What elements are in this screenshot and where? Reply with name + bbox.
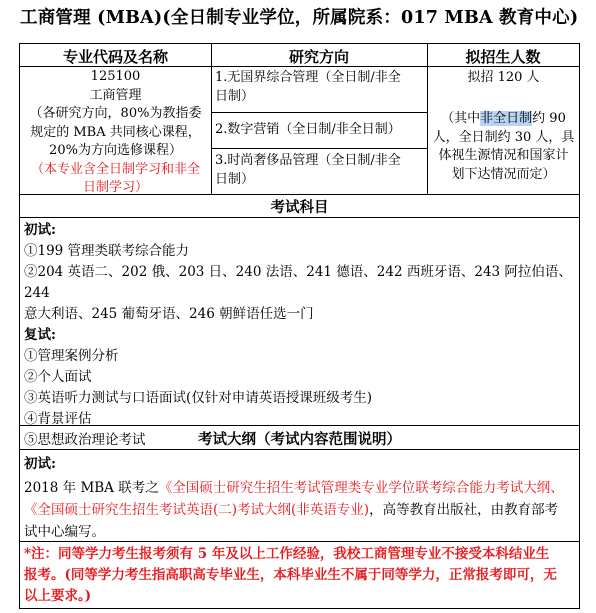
exam-subjects-heading: 考试科目 bbox=[270, 200, 329, 216]
syllabus-text: 2018 年 MBA 联考之 bbox=[24, 480, 159, 496]
direction-line: 2.数字营销（全日制/非全日制） bbox=[215, 122, 401, 137]
header-major: 专业代码及名称 bbox=[62, 48, 168, 66]
header-direction: 研究方向 bbox=[288, 48, 349, 66]
note-line: 以上要求。) bbox=[24, 588, 92, 604]
page-title: 工商管理 (MBA)(全日制专业学位，所属院系：017 MBA 教育中心) bbox=[20, 8, 579, 28]
direction-item bbox=[215, 121, 425, 140]
major-note-line: 20%为方向选修课程） bbox=[49, 143, 182, 158]
major-red-note-line: （本专业含全日制学习和非全 bbox=[30, 161, 200, 177]
enrollment-main: 拟招 120 人 bbox=[467, 70, 540, 85]
direction-item bbox=[215, 69, 425, 106]
retest-item: ③英语听力测试与口语面试(仅针对申请英语授课班级考生) bbox=[24, 390, 373, 406]
syllabus-line: 试中心编写。 bbox=[24, 524, 105, 540]
enrollment-highlight: 非全日制 bbox=[480, 111, 533, 126]
syllabus-heading: 考试大纲（考试内容范围说明） bbox=[198, 432, 401, 448]
retest-label: 复试: bbox=[24, 327, 56, 343]
direction-line: 日制） bbox=[215, 171, 255, 187]
syllabus-text: ，高等教育出版社，由教育部考 bbox=[369, 502, 559, 518]
syllabus-body bbox=[24, 453, 576, 543]
syllabus-prelim-label: 初试: bbox=[24, 456, 56, 472]
retest-item: ④背景评估 bbox=[24, 411, 92, 427]
note-line: 报考。(同等学力考生指高职高专毕业生，本科毕业生不属于同等学力，正常报考即可，无 bbox=[24, 567, 557, 583]
prelim-item: ②204 英语二、202 俄、203 日、240 法语、241 德语、242 西班牙语、243 阿拉伯语、244 bbox=[24, 264, 572, 301]
prelim-item: ①199 管理类联考综合能力 bbox=[24, 243, 190, 259]
table-divider bbox=[211, 112, 427, 113]
exam-subjects-body bbox=[24, 220, 576, 451]
direction-line: 日制） bbox=[215, 88, 255, 104]
header-enrollment: 拟招生人数 bbox=[465, 48, 541, 66]
direction-line: 3.时尚奢侈品管理（全日制/非全 bbox=[215, 153, 401, 168]
major-red-note-line: 日制学习） bbox=[82, 180, 148, 195]
direction-item bbox=[215, 152, 425, 189]
requirements-note bbox=[24, 544, 576, 607]
table-divider bbox=[20, 217, 579, 218]
enrollment-suffix: 约 90 bbox=[532, 111, 566, 126]
syllabus-line bbox=[24, 499, 576, 521]
major-note-line: （各研究方向，80%为教指委 bbox=[29, 106, 202, 121]
syllabus-red-text: 《全国硕士研究生招生考试管理类专业学位联考综合能力考试大纲、 bbox=[158, 480, 564, 496]
note-line: *注：同等学力考生报考须有 5 年及以上工作经验，我校工商管理专业不接受本科结业生 bbox=[24, 546, 550, 562]
major-name: 工商管理 bbox=[89, 87, 142, 103]
enrollment-detail-line bbox=[428, 110, 579, 129]
direction-line: 1.无国界综合管理（全日制/非全 bbox=[215, 70, 401, 85]
major-info bbox=[20, 68, 211, 198]
enrollment-detail-line: 人，全日制约 30 人，具 bbox=[432, 129, 575, 145]
enrollment-detail-line: 体视生源情况和国家计 bbox=[438, 148, 569, 163]
retest-item: ⑤思想政治理论考试 bbox=[24, 432, 146, 448]
prelim-item: 意大利语、245 葡萄牙语、246 朝鲜语任选一门 bbox=[24, 306, 314, 322]
syllabus-line bbox=[24, 477, 576, 499]
enrollment-prefix: （其中 bbox=[441, 111, 481, 126]
retest-item: ①管理案例分析 bbox=[24, 348, 119, 364]
table-divider bbox=[211, 148, 427, 149]
prelim-label: 初试: bbox=[24, 222, 56, 238]
major-note-line: 规定的 MBA 共同核心课程， bbox=[30, 124, 201, 140]
enrollment-detail-line: 划下达情况而定） bbox=[451, 166, 556, 182]
enrollment-detail bbox=[428, 110, 579, 184]
program-table bbox=[19, 43, 580, 609]
major-code: 125100 bbox=[90, 69, 141, 84]
retest-item: ②个人面试 bbox=[24, 369, 92, 385]
syllabus-red-text: 《全国硕士研究生招生考试英语(二)考试大纲(非英语专业) bbox=[24, 502, 370, 518]
